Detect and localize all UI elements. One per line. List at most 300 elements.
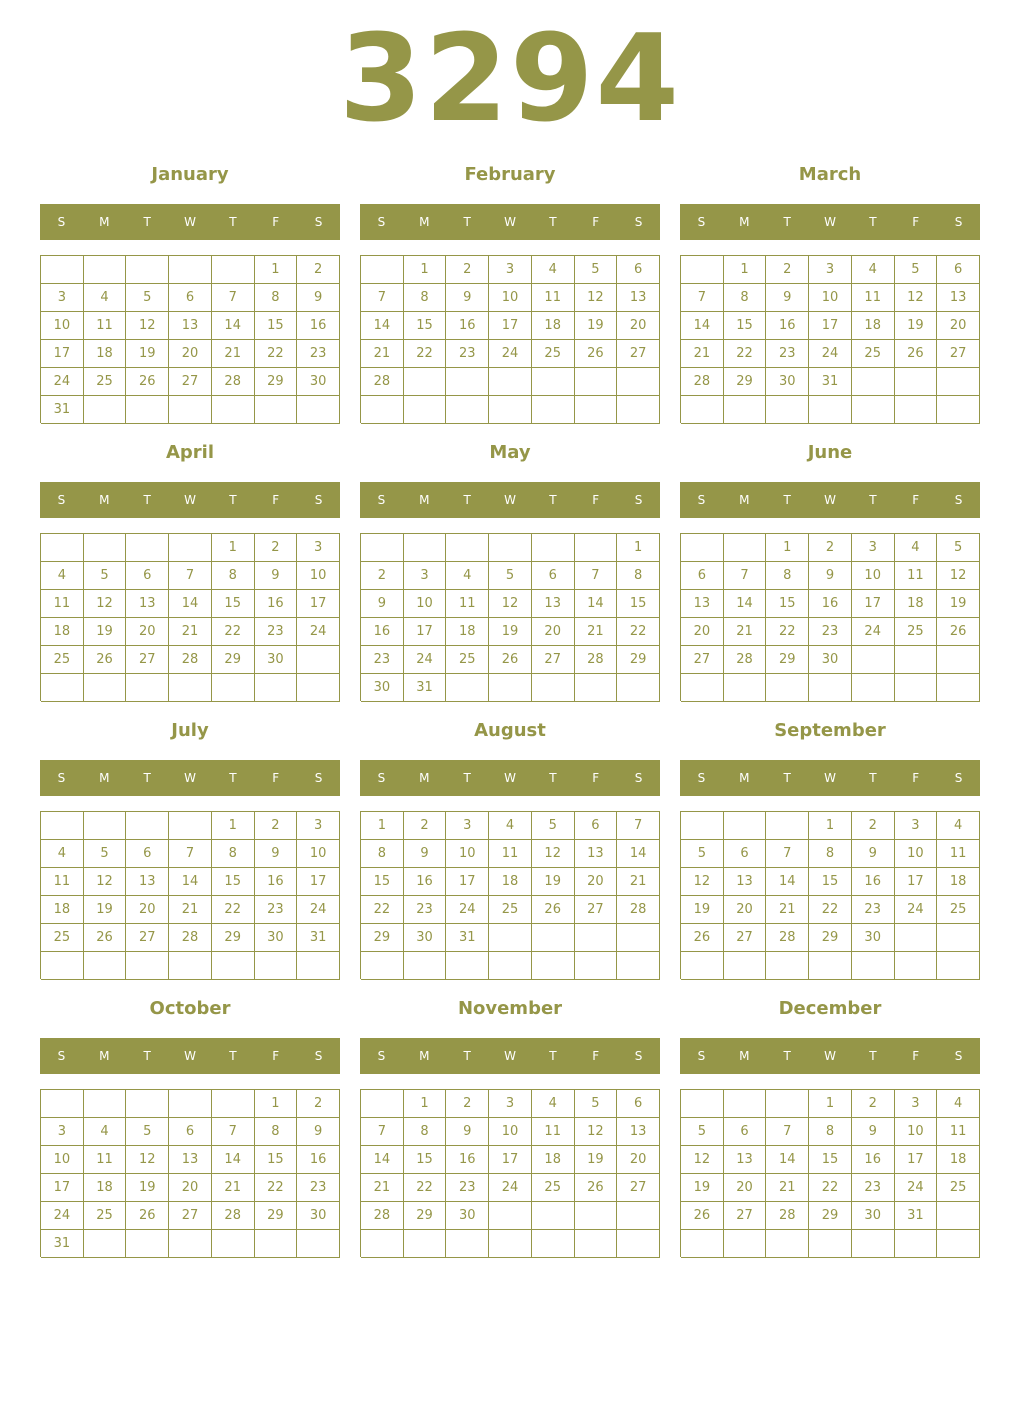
day-cell: 8 (766, 562, 809, 590)
day-cell: 5 (681, 840, 724, 868)
days-grid (40, 255, 340, 423)
empty-day-cell (446, 368, 489, 396)
day-cell: 8 (404, 1118, 447, 1146)
day-cell: 11 (532, 284, 575, 312)
day-cell: 1 (766, 534, 809, 562)
days-grid (680, 255, 980, 423)
day-cell: 26 (681, 1202, 724, 1230)
day-cell: 10 (297, 840, 340, 868)
weekday-label: W (184, 1049, 196, 1063)
day-cell: 12 (575, 1118, 618, 1146)
day-cell: 4 (532, 256, 575, 284)
weekday-label: S (634, 771, 643, 785)
day-cell: 8 (212, 840, 255, 868)
empty-day-cell (446, 534, 489, 562)
day-cell: 9 (297, 1118, 340, 1146)
empty-day-cell (617, 368, 660, 396)
day-cell: 28 (361, 1202, 404, 1230)
empty-day-cell (852, 396, 895, 424)
day-cell: 17 (489, 312, 532, 340)
day-cell: 20 (937, 312, 980, 340)
day-cell: 7 (681, 284, 724, 312)
weekday-label: T (549, 493, 557, 507)
empty-day-cell (126, 396, 169, 424)
empty-day-cell (681, 1230, 724, 1258)
day-cell: 23 (255, 896, 298, 924)
empty-day-cell (489, 534, 532, 562)
empty-day-cell (489, 952, 532, 980)
day-cell: 19 (681, 896, 724, 924)
day-cell: 15 (724, 312, 767, 340)
day-cell: 14 (681, 312, 724, 340)
empty-day-cell (724, 674, 767, 702)
day-cell: 31 (41, 396, 84, 424)
day-cell: 1 (361, 812, 404, 840)
empty-day-cell (212, 256, 255, 284)
day-cell: 15 (617, 590, 660, 618)
empty-day-cell (169, 396, 212, 424)
day-cell: 13 (575, 840, 618, 868)
day-cell: 25 (84, 1202, 127, 1230)
day-cell: 23 (404, 896, 447, 924)
day-cell: 29 (766, 646, 809, 674)
day-cell: 12 (84, 868, 127, 896)
empty-day-cell (212, 1230, 255, 1258)
weekday-label: F (592, 493, 600, 507)
day-cell: 19 (681, 1174, 724, 1202)
day-cell: 13 (532, 590, 575, 618)
day-cell: 1 (255, 256, 298, 284)
day-cell: 7 (575, 562, 618, 590)
day-cell: 4 (937, 812, 980, 840)
day-cell: 29 (617, 646, 660, 674)
empty-day-cell (681, 534, 724, 562)
month-april (40, 438, 340, 708)
empty-day-cell (575, 674, 618, 702)
month-january (40, 160, 340, 430)
day-cell: 14 (169, 590, 212, 618)
weekday-label: T (783, 1049, 791, 1063)
day-cell: 2 (852, 1090, 895, 1118)
day-cell: 28 (361, 368, 404, 396)
weekday-header (40, 760, 340, 796)
days-grid (680, 811, 980, 979)
day-cell: 16 (766, 312, 809, 340)
day-cell: 12 (126, 312, 169, 340)
day-cell: 10 (404, 590, 447, 618)
empty-day-cell (681, 1090, 724, 1118)
weekday-label: T (229, 771, 237, 785)
day-cell: 22 (766, 618, 809, 646)
day-cell: 13 (681, 590, 724, 618)
day-cell: 12 (681, 868, 724, 896)
day-cell: 28 (575, 646, 618, 674)
day-cell: 9 (766, 284, 809, 312)
day-cell: 13 (937, 284, 980, 312)
weekday-label: S (954, 493, 963, 507)
empty-day-cell (126, 534, 169, 562)
month-name: September (774, 720, 886, 741)
day-cell: 3 (297, 534, 340, 562)
empty-day-cell (297, 646, 340, 674)
day-cell: 4 (84, 284, 127, 312)
day-cell: 19 (489, 618, 532, 646)
empty-day-cell (617, 1202, 660, 1230)
day-cell: 26 (126, 368, 169, 396)
weekday-label: T (463, 493, 471, 507)
empty-day-cell (84, 952, 127, 980)
day-cell: 3 (852, 534, 895, 562)
day-cell: 2 (446, 256, 489, 284)
weekday-label: T (869, 215, 877, 229)
empty-day-cell (41, 812, 84, 840)
day-cell: 22 (809, 896, 852, 924)
empty-day-cell (41, 1090, 84, 1118)
day-cell: 20 (617, 1146, 660, 1174)
day-cell: 21 (681, 340, 724, 368)
day-cell: 14 (212, 312, 255, 340)
day-cell: 27 (126, 924, 169, 952)
day-cell: 9 (297, 284, 340, 312)
day-cell: 25 (937, 1174, 980, 1202)
day-cell: 2 (297, 256, 340, 284)
day-cell: 16 (852, 868, 895, 896)
day-cell: 21 (212, 1174, 255, 1202)
empty-day-cell (852, 952, 895, 980)
day-cell: 1 (617, 534, 660, 562)
day-cell: 7 (361, 1118, 404, 1146)
day-cell: 22 (255, 340, 298, 368)
empty-day-cell (212, 1090, 255, 1118)
day-cell: 3 (404, 562, 447, 590)
day-cell: 14 (169, 868, 212, 896)
day-cell: 19 (895, 312, 938, 340)
day-cell: 20 (169, 1174, 212, 1202)
day-cell: 1 (404, 256, 447, 284)
day-cell: 18 (532, 1146, 575, 1174)
weekday-label: F (592, 1049, 600, 1063)
empty-day-cell (84, 1090, 127, 1118)
day-cell: 10 (41, 1146, 84, 1174)
weekday-label: T (143, 1049, 151, 1063)
day-cell: 22 (255, 1174, 298, 1202)
weekday-label: T (229, 493, 237, 507)
weekday-label: T (549, 1049, 557, 1063)
empty-day-cell (126, 952, 169, 980)
day-cell: 18 (852, 312, 895, 340)
day-cell: 24 (489, 1174, 532, 1202)
weekday-label: T (783, 215, 791, 229)
weekday-header (360, 482, 660, 518)
weekday-header (680, 1038, 980, 1074)
month-name: July (171, 720, 209, 741)
weekday-label: W (184, 771, 196, 785)
weekday-label: W (504, 215, 516, 229)
empty-day-cell (212, 396, 255, 424)
weekday-label: W (824, 771, 836, 785)
day-cell: 7 (169, 562, 212, 590)
weekday-label: F (272, 1049, 280, 1063)
day-cell: 27 (724, 1202, 767, 1230)
day-cell: 15 (212, 868, 255, 896)
empty-day-cell (724, 1090, 767, 1118)
empty-day-cell (895, 368, 938, 396)
day-cell: 23 (852, 1174, 895, 1202)
month-name: December (778, 998, 882, 1019)
day-cell: 22 (724, 340, 767, 368)
empty-day-cell (766, 396, 809, 424)
day-cell: 4 (489, 812, 532, 840)
day-cell: 29 (809, 924, 852, 952)
weekday-label: M (99, 493, 110, 507)
empty-day-cell (809, 1230, 852, 1258)
weekday-label: T (463, 215, 471, 229)
day-cell: 10 (852, 562, 895, 590)
empty-day-cell (575, 924, 618, 952)
weekday-label: S (57, 493, 66, 507)
month-september (680, 716, 980, 986)
empty-day-cell (575, 1230, 618, 1258)
empty-day-cell (532, 396, 575, 424)
weekday-label: F (272, 771, 280, 785)
day-cell: 4 (895, 534, 938, 562)
day-cell: 30 (255, 924, 298, 952)
empty-day-cell (766, 812, 809, 840)
day-cell: 24 (41, 368, 84, 396)
weekday-label: F (592, 215, 600, 229)
weekday-label: S (634, 1049, 643, 1063)
day-cell: 22 (361, 896, 404, 924)
weekday-label: M (99, 771, 110, 785)
days-grid (360, 255, 660, 423)
empty-day-cell (126, 674, 169, 702)
day-cell: 6 (937, 256, 980, 284)
empty-day-cell (404, 534, 447, 562)
month-name: November (457, 998, 563, 1019)
day-cell: 23 (446, 1174, 489, 1202)
day-cell: 9 (255, 562, 298, 590)
day-cell: 18 (446, 618, 489, 646)
day-cell: 15 (212, 590, 255, 618)
empty-day-cell (84, 396, 127, 424)
weekday-label: S (57, 215, 66, 229)
day-cell: 25 (41, 924, 84, 952)
day-cell: 26 (126, 1202, 169, 1230)
day-cell: 6 (617, 256, 660, 284)
month-name: June (807, 442, 853, 463)
day-cell: 25 (84, 368, 127, 396)
day-cell: 8 (404, 284, 447, 312)
empty-day-cell (169, 1090, 212, 1118)
day-cell: 17 (489, 1146, 532, 1174)
empty-day-cell (361, 1090, 404, 1118)
day-cell: 4 (41, 562, 84, 590)
day-cell: 16 (446, 312, 489, 340)
month-december (680, 994, 980, 1264)
day-cell: 26 (575, 1174, 618, 1202)
weekday-label: M (419, 215, 430, 229)
day-cell: 16 (297, 1146, 340, 1174)
weekday-label: F (912, 1049, 920, 1063)
weekday-label: W (824, 1049, 836, 1063)
day-cell: 12 (895, 284, 938, 312)
day-cell: 6 (126, 840, 169, 868)
day-cell: 31 (297, 924, 340, 952)
day-cell: 11 (41, 590, 84, 618)
day-cell: 17 (895, 868, 938, 896)
day-cell: 30 (809, 646, 852, 674)
weekday-label: T (143, 771, 151, 785)
weekday-header (680, 760, 980, 796)
day-cell: 20 (724, 896, 767, 924)
day-cell: 20 (169, 340, 212, 368)
empty-day-cell (937, 674, 980, 702)
day-cell: 11 (84, 312, 127, 340)
empty-day-cell (575, 1202, 618, 1230)
empty-day-cell (809, 674, 852, 702)
month-may (360, 438, 660, 708)
empty-day-cell (126, 1090, 169, 1118)
day-cell: 5 (575, 1090, 618, 1118)
day-cell: 25 (852, 340, 895, 368)
weekday-label: M (739, 493, 750, 507)
empty-day-cell (895, 396, 938, 424)
day-cell: 13 (169, 312, 212, 340)
empty-day-cell (446, 396, 489, 424)
empty-day-cell (895, 1230, 938, 1258)
day-cell: 21 (169, 618, 212, 646)
day-cell: 16 (255, 868, 298, 896)
day-cell: 15 (361, 868, 404, 896)
weekday-label: W (504, 1049, 516, 1063)
day-cell: 15 (255, 1146, 298, 1174)
day-cell: 10 (41, 312, 84, 340)
empty-day-cell (937, 952, 980, 980)
days-grid (360, 533, 660, 701)
day-cell: 2 (446, 1090, 489, 1118)
empty-day-cell (404, 368, 447, 396)
empty-day-cell (617, 924, 660, 952)
weekday-header (360, 1038, 660, 1074)
day-cell: 6 (532, 562, 575, 590)
weekday-label: F (592, 771, 600, 785)
day-cell: 2 (255, 812, 298, 840)
empty-day-cell (84, 256, 127, 284)
day-cell: 4 (41, 840, 84, 868)
day-cell: 3 (297, 812, 340, 840)
day-cell: 8 (809, 1118, 852, 1146)
month-july (40, 716, 340, 986)
day-cell: 16 (404, 868, 447, 896)
day-cell: 21 (212, 340, 255, 368)
empty-day-cell (852, 674, 895, 702)
day-cell: 26 (575, 340, 618, 368)
day-cell: 8 (617, 562, 660, 590)
day-cell: 25 (532, 1174, 575, 1202)
day-cell: 24 (895, 1174, 938, 1202)
day-cell: 11 (937, 840, 980, 868)
day-cell: 24 (404, 646, 447, 674)
day-cell: 1 (724, 256, 767, 284)
day-cell: 11 (532, 1118, 575, 1146)
day-cell: 28 (681, 368, 724, 396)
day-cell: 30 (361, 674, 404, 702)
day-cell: 18 (84, 1174, 127, 1202)
empty-day-cell (41, 952, 84, 980)
day-cell: 30 (297, 368, 340, 396)
day-cell: 19 (126, 1174, 169, 1202)
day-cell: 5 (937, 534, 980, 562)
day-cell: 17 (297, 590, 340, 618)
year-title: 3294 (339, 10, 681, 149)
day-cell: 27 (169, 1202, 212, 1230)
empty-day-cell (126, 812, 169, 840)
weekday-label: T (869, 493, 877, 507)
empty-day-cell (212, 952, 255, 980)
day-cell: 13 (617, 1118, 660, 1146)
day-cell: 2 (361, 562, 404, 590)
empty-day-cell (169, 674, 212, 702)
day-cell: 13 (126, 590, 169, 618)
day-cell: 23 (255, 618, 298, 646)
day-cell: 25 (532, 340, 575, 368)
month-august (360, 716, 660, 986)
weekday-label: T (143, 215, 151, 229)
day-cell: 25 (41, 646, 84, 674)
day-cell: 1 (212, 534, 255, 562)
day-cell: 24 (446, 896, 489, 924)
day-cell: 20 (724, 1174, 767, 1202)
empty-day-cell (895, 674, 938, 702)
day-cell: 20 (681, 618, 724, 646)
empty-day-cell (809, 952, 852, 980)
day-cell: 13 (617, 284, 660, 312)
day-cell: 28 (169, 924, 212, 952)
day-cell: 4 (84, 1118, 127, 1146)
empty-day-cell (681, 674, 724, 702)
day-cell: 14 (361, 312, 404, 340)
weekday-header (680, 482, 980, 518)
weekday-label: F (272, 493, 280, 507)
weekday-label: M (419, 493, 430, 507)
day-cell: 10 (297, 562, 340, 590)
weekday-header (40, 204, 340, 240)
month-february (360, 160, 660, 430)
weekday-label: W (824, 215, 836, 229)
month-name: October (149, 998, 231, 1019)
empty-day-cell (489, 674, 532, 702)
day-cell: 23 (809, 618, 852, 646)
day-cell: 24 (297, 896, 340, 924)
day-cell: 12 (937, 562, 980, 590)
day-cell: 1 (809, 812, 852, 840)
empty-day-cell (446, 674, 489, 702)
weekday-label: S (314, 493, 323, 507)
day-cell: 6 (575, 812, 618, 840)
day-cell: 17 (895, 1146, 938, 1174)
day-cell: 6 (169, 284, 212, 312)
weekday-label: S (697, 771, 706, 785)
month-name: February (464, 164, 556, 185)
day-cell: 11 (84, 1146, 127, 1174)
empty-day-cell (41, 534, 84, 562)
days-grid (40, 1089, 340, 1257)
day-cell: 11 (852, 284, 895, 312)
weekday-label: F (272, 215, 280, 229)
day-cell: 27 (532, 646, 575, 674)
empty-day-cell (809, 396, 852, 424)
day-cell: 1 (404, 1090, 447, 1118)
